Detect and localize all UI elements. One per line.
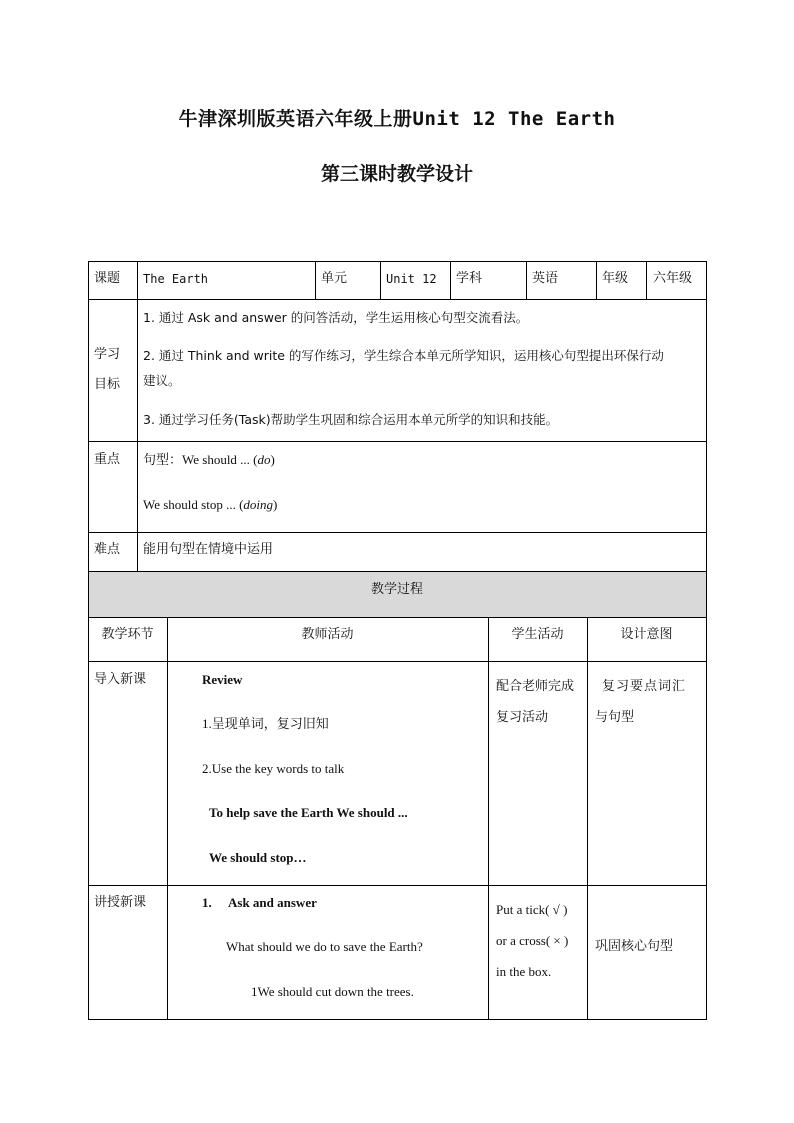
keypoints-sentence: We should ... ( — [182, 452, 258, 467]
keypoints-line1 — [143, 451, 275, 470]
objectives-label — [94, 340, 120, 400]
table-border — [706, 261, 707, 1020]
table-border — [137, 299, 138, 571]
teacher-step: We should stop… — [209, 850, 307, 865]
table-border — [88, 617, 707, 618]
teacher-review: Review — [202, 672, 243, 687]
student-activity-line: or a cross( × ) — [496, 933, 569, 948]
document-subtitle: 第三课时教学设计 — [320, 163, 473, 185]
table-border — [646, 261, 647, 299]
objective-item: 3. 通过学习任务(Task)帮助学生巩固和综合运用本单元所学的知识和技能。 — [143, 412, 559, 427]
table-border — [587, 617, 588, 1019]
student-activity — [496, 671, 574, 733]
objectives-label-line2: 目标 — [94, 377, 121, 392]
stage-teaching: 讲授新课 — [94, 895, 147, 910]
keypoints-label: 重点 — [94, 452, 121, 467]
keypoints-end2: ) — [273, 497, 278, 512]
grade-label: 年级 — [602, 271, 629, 286]
unit-label: 单元 — [321, 271, 348, 286]
table-border — [488, 617, 489, 1019]
table-border — [167, 617, 168, 1019]
teacher-question: What should we do to save the Earth? — [226, 939, 423, 954]
table-border — [88, 571, 707, 572]
title-unit: Unit 12 The Earth — [412, 108, 616, 130]
col-teacher: 教师活动 — [301, 627, 354, 642]
objective-item: 1. 通过 Ask and answer 的问答活动，学生运用核心句型交流看法。 — [143, 310, 529, 325]
grade-value: 六年级 — [653, 271, 693, 286]
difficulty-label: 难点 — [94, 542, 121, 557]
table-border — [526, 261, 527, 299]
table-border — [88, 885, 707, 886]
table-border — [315, 261, 316, 299]
table-border — [88, 532, 707, 533]
col-student: 学生活动 — [511, 627, 564, 642]
keypoints-italic: do — [257, 452, 271, 467]
student-activity-line: Put a tick( √ ) — [496, 902, 568, 917]
table-border — [137, 261, 138, 299]
student-activity-line: 复习活动 — [496, 710, 549, 725]
student-activity — [496, 894, 568, 987]
design-intent — [595, 671, 686, 733]
stage-intro: 导入新课 — [94, 672, 147, 687]
subject-label: 学科 — [456, 271, 483, 286]
table-border — [596, 261, 597, 299]
table-border — [88, 261, 707, 262]
difficulty-value: 能用句型在情境中运用 — [143, 542, 274, 557]
col-intent: 设计意图 — [620, 627, 673, 642]
keypoints-end: ) — [270, 452, 275, 467]
keypoints-italic2: doing — [243, 497, 274, 512]
table-border — [88, 1019, 707, 1020]
teacher-answer: 1We should cut down the trees. — [251, 984, 414, 999]
keypoints-sentence2: We should stop ... ( — [143, 497, 244, 512]
table-border — [88, 299, 707, 300]
design-intent: 巩固核心句型 — [595, 939, 674, 954]
student-activity-line: in the box. — [496, 964, 552, 979]
keypoints-line2 — [143, 496, 277, 514]
table-border — [450, 261, 451, 299]
keypoints-prefix: 句型： — [143, 453, 183, 468]
objective-item: 2. 通过 Think and write 的写作练习，学生综合本单元所学知识，运用核心句型提出环保行动 — [143, 348, 664, 363]
student-activity-line: 配合老师完成 — [496, 679, 575, 694]
design-intent-line: 复习要点词汇 — [602, 679, 687, 694]
teacher-step: 1.呈现单词，复习旧知 — [202, 716, 329, 731]
teacher-ask-answer: Ask and answer — [228, 895, 317, 910]
title-prefix: 牛津深圳版英语六年级上册 — [178, 108, 413, 130]
objective-item: 建议。 — [143, 373, 181, 388]
table-border — [88, 441, 707, 442]
teacher-number: 1. — [202, 895, 212, 910]
col-stage: 教学环节 — [101, 627, 154, 642]
topic-value: The Earth — [143, 272, 209, 286]
teacher-step: 2.Use the key words to talk — [202, 761, 345, 776]
table-border — [88, 661, 707, 662]
subject-value: 英语 — [532, 271, 559, 286]
objectives-label-line1: 学习 — [94, 347, 121, 362]
topic-label: 课题 — [94, 271, 121, 286]
document-title — [0, 104, 794, 131]
unit-value: Unit 12 — [386, 272, 437, 286]
table-border — [380, 261, 381, 299]
design-intent-line: 与句型 — [595, 710, 635, 725]
process-header: 教学过程 — [370, 582, 423, 597]
teacher-step: To help save the Earth We should ... — [209, 805, 408, 820]
